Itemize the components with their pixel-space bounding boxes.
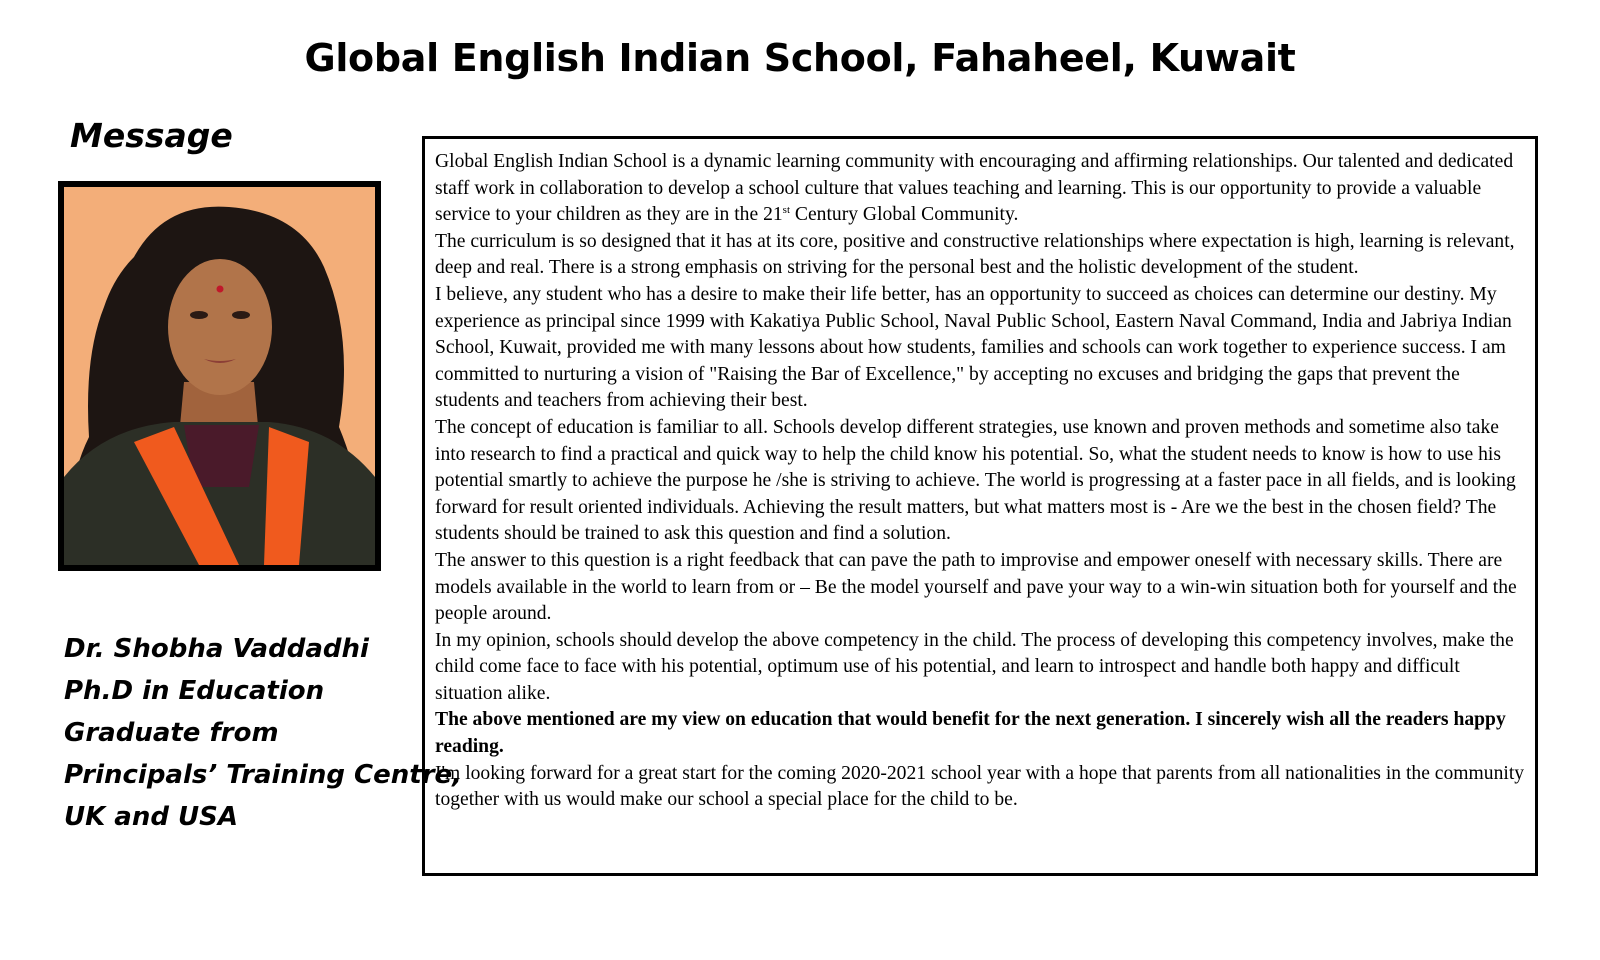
message-paragraph-5: The answer to this question is a right feedback that can pave the path to improvise and empower oneself with necessary skills. There are models available in the world to learn from or – Be the model yourself and pave your way to a win-win situation both for yourself and the people around. bbox=[435, 549, 1517, 625]
principal-credentials bbox=[64, 628, 462, 838]
message-paragraph-2: The curriculum is so designed that it has at its core, positive and constructive relationships where expectation is high, learning is relevant, deep and real. There is a strong emphasis on striving for the personal best and the holistic development of the student. bbox=[435, 230, 1515, 279]
graduate-line: Graduate from bbox=[64, 718, 279, 748]
degree: Ph.D in Education bbox=[64, 676, 325, 706]
message-paragraph-1-end: Century Global Community. bbox=[790, 204, 1019, 226]
message-paragraph-3: I believe, any student who has a desire to make their life better, has an opportunity to succeed as choices can determine our destiny. My experience as principal since 1999 with Kakatiya Public School, Naval Public School, Eastern Naval Command, India and Jabriya Indian School, Kuwait, provided me with many lessons about how students, families and schools can work together to experience success. I am committed to nurturing a vision of "Raising the Bar of Excellence," by accepting no excuses and bridging the gaps that prevent the students and teachers from achieving their best. bbox=[435, 283, 1512, 412]
principal-name: Dr. Shobha Vaddadhi bbox=[64, 634, 369, 664]
message-paragraph-1-text: Global English Indian School is a dynamic learning community with encouraging and affirming relationships. Our talented and dedicated staff work in collaboration to develop a school culture that values teaching and learning. This is our opportunity to provide a valuable service to your children as they are in the 21 bbox=[435, 151, 1514, 226]
portrait-photo-icon bbox=[64, 187, 375, 565]
countries: UK and USA bbox=[64, 802, 238, 832]
superscript-st: st bbox=[782, 204, 791, 217]
message-paragraph-1 bbox=[435, 149, 1527, 229]
message-box bbox=[422, 136, 1538, 876]
message-paragraph-6: In my opinion, schools should develop the above competency in the child. The process of developing this competency involves, make the child come face to face with his potential, optimum use of his potential, and learn to introspect and handle both happy and difficult situation alike. bbox=[435, 629, 1514, 704]
message-paragraph-4: The concept of education is familiar to all. Schools develop different strategies, use known and proven methods and sometime also take into research to find a practical and quick way to help the child know his potential. So, what the student needs to know is how to use his potential smartly to achieve the purpose he /she is striving to achieve. The world is progressing at a faster pace in all fields, and is looking forward for result oriented individuals. Achieving the result matters, but what matters most is - Are we the best in the chosen field? The students should be trained to ask this question and find a solution. bbox=[435, 416, 1516, 545]
training-centre: Principals’ Training Centre, bbox=[64, 760, 463, 790]
section-label-message: Message bbox=[70, 116, 233, 155]
principal-photo bbox=[58, 181, 381, 571]
message-paragraph-7-bold: The above mentioned are my view on education that would benefit for the next generation. I sincerely wish all the readers happy reading. bbox=[435, 709, 1506, 758]
page-title: Global English Indian School, Fahaheel, Kuwait bbox=[304, 36, 1296, 80]
message-paragraph-8: I'm looking forward for a great start for the coming 2020-2021 school year with a hope that parents from all nationalities in the community together with us would make our school a special place for the child to be. bbox=[435, 762, 1525, 811]
